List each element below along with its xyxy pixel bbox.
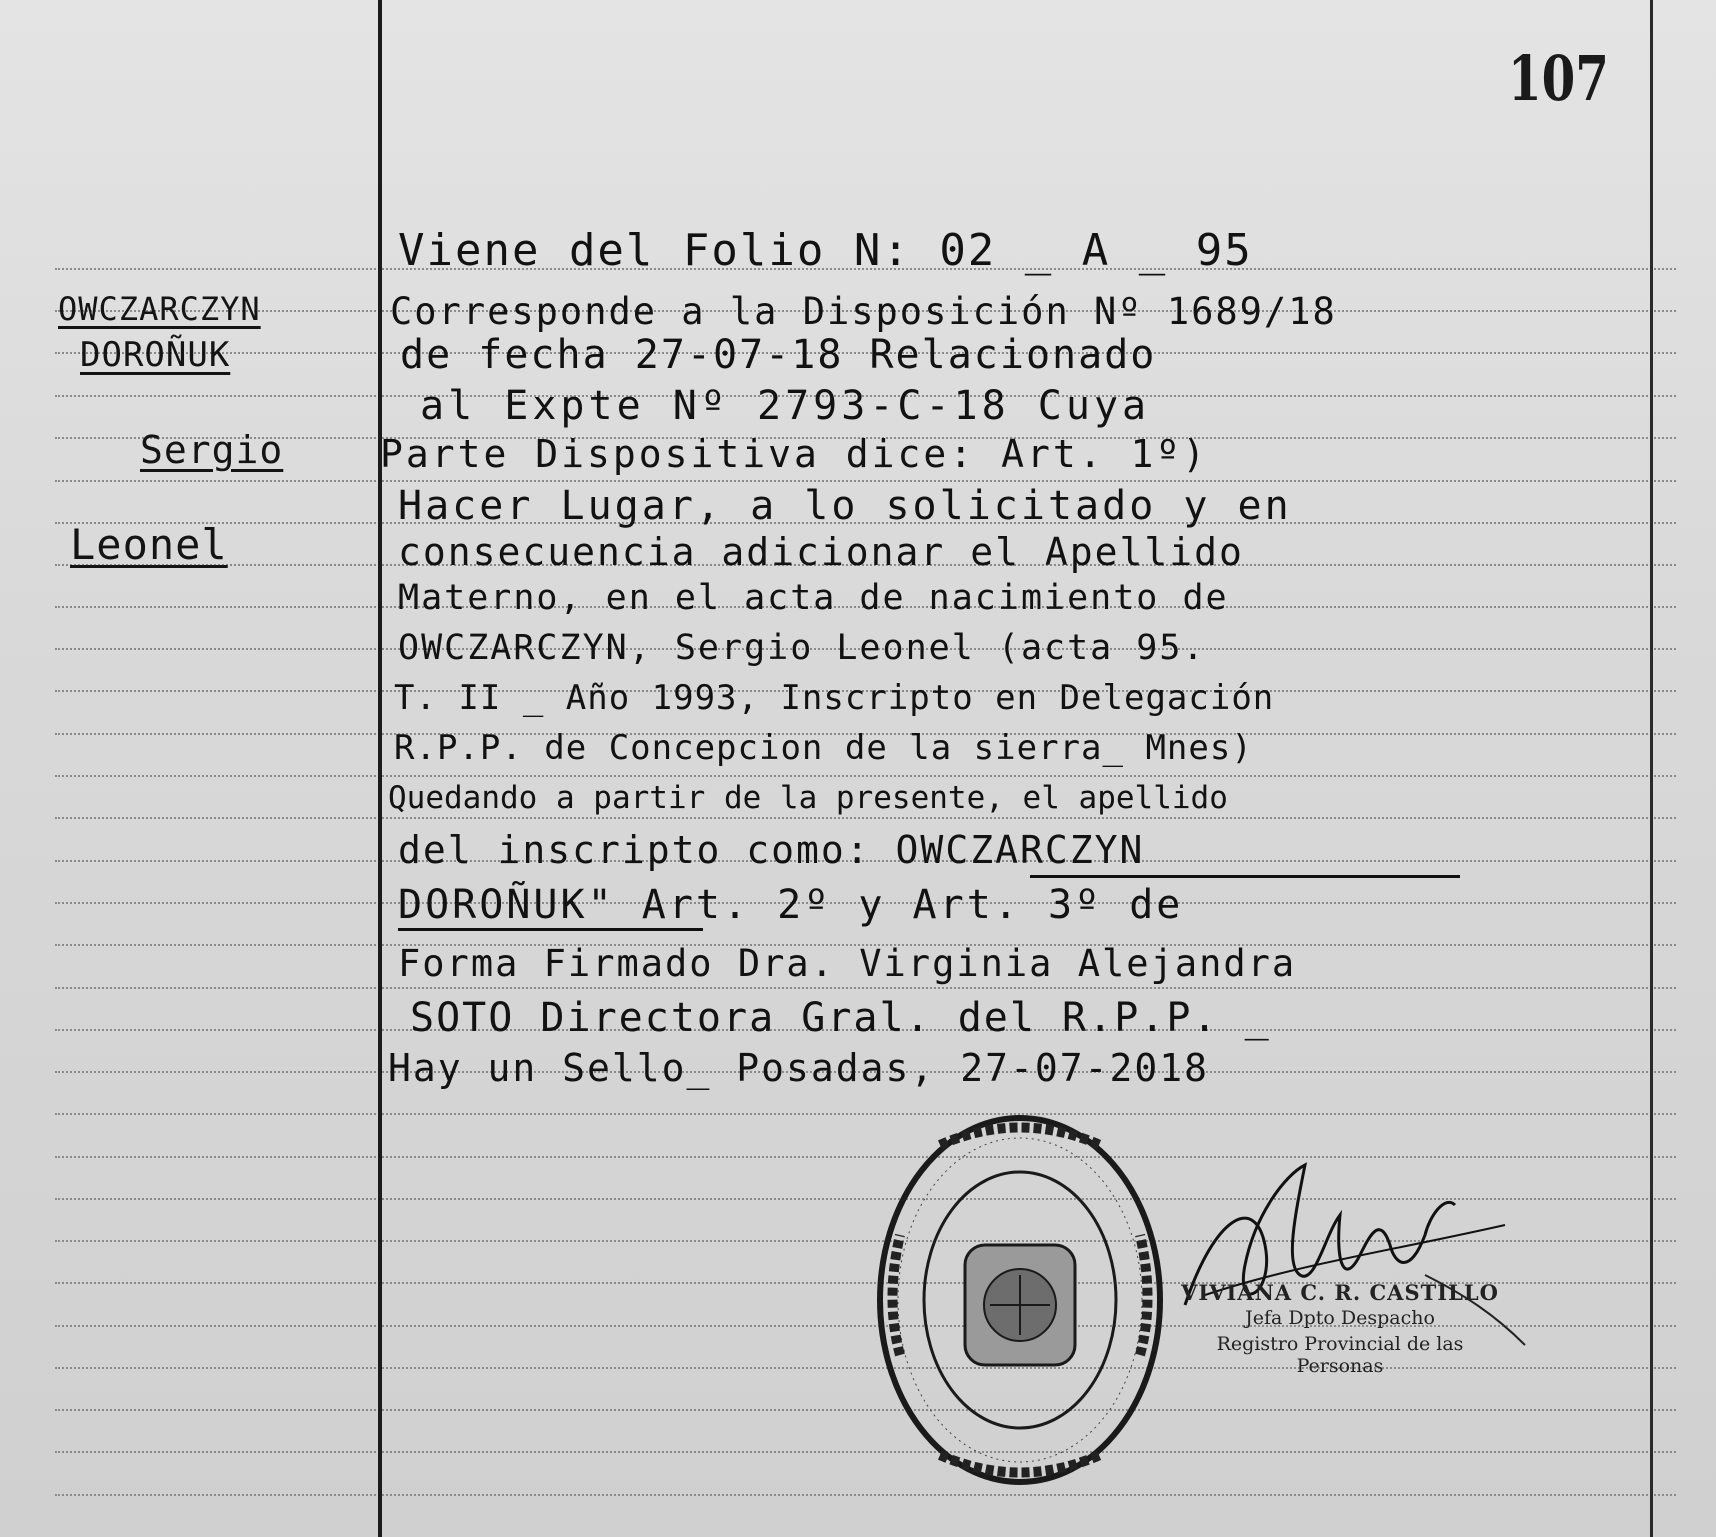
ruled-line <box>55 1113 1676 1115</box>
underline-mark <box>1030 875 1460 878</box>
entry-line: Materno, en el acta de nacimiento de <box>398 578 1229 618</box>
right-border <box>1650 0 1653 1537</box>
margin-divider <box>378 0 382 1537</box>
margin-given-name-2: Leonel <box>70 520 228 569</box>
margin-surname-1: OWCZARCZYN <box>58 290 261 328</box>
ruled-line <box>55 480 1676 482</box>
entry-line: T. II _ Año 1993, Inscripto en Delegación <box>394 678 1275 718</box>
entry-line: al Expte Nº 2793-C-18 Cuya <box>420 383 1151 429</box>
entry-line: Hay un Sello_ Posadas, 27-07-2018 <box>388 1046 1209 1090</box>
folio-number: 107 <box>1508 42 1609 115</box>
ruled-line <box>55 1451 1676 1453</box>
entry-line: SOTO Directora Gral. del R.P.P. _ <box>410 995 1271 1041</box>
ruled-line <box>55 1409 1676 1411</box>
margin-given-name-1: Sergio <box>140 428 284 472</box>
entry-line: OWCZARCZYN, Sergio Leonel (acta 95. <box>398 628 1206 668</box>
entry-line-text: del inscripto como: OWCZARCZYN <box>398 828 1145 872</box>
signatory-organization: Registro Provincial de las Personas <box>1216 1333 1464 1377</box>
entry-line: Corresponde a la Disposición Nº 1689/18 <box>390 290 1337 333</box>
entry-line: R.P.P. de Concepcion de la sierra_ Mnes) <box>394 728 1253 768</box>
entry-line: Parte Dispositiva dice: Art. 1º) <box>380 432 1209 476</box>
entry-line: DOROÑUK" Art. 2º y Art. 3º de <box>398 882 1184 928</box>
ruled-line <box>55 987 1676 989</box>
entry-line: Viene del Folio N: 02 _ A _ 95 <box>398 225 1253 276</box>
entry-line: de fecha 27-07-18 Relacionado <box>400 332 1157 378</box>
ruled-line <box>55 817 1676 819</box>
entry-line: Quedando a partir de la presente, el apellido <box>388 780 1228 816</box>
signatory-title: Jefa Dpto Despacho <box>1245 1307 1435 1329</box>
signatory-name: VIVIANA C. R. CASTILLO <box>1181 1280 1499 1305</box>
entry-line: Hacer Lugar, a lo solicitado y en <box>398 483 1292 529</box>
entry-line <box>398 828 1144 872</box>
underline-mark <box>398 928 703 931</box>
ruled-line <box>55 1494 1676 1496</box>
signature-block <box>1180 1280 1500 1377</box>
entry-line: Forma Firmado Dra. Virginia Alejandra <box>398 942 1297 985</box>
margin-surname-2: DOROÑUK <box>80 335 231 375</box>
official-seal-icon <box>870 1105 1170 1495</box>
entry-line: consecuencia adicionar el Apellido <box>398 530 1244 574</box>
ruled-line <box>55 775 1676 777</box>
